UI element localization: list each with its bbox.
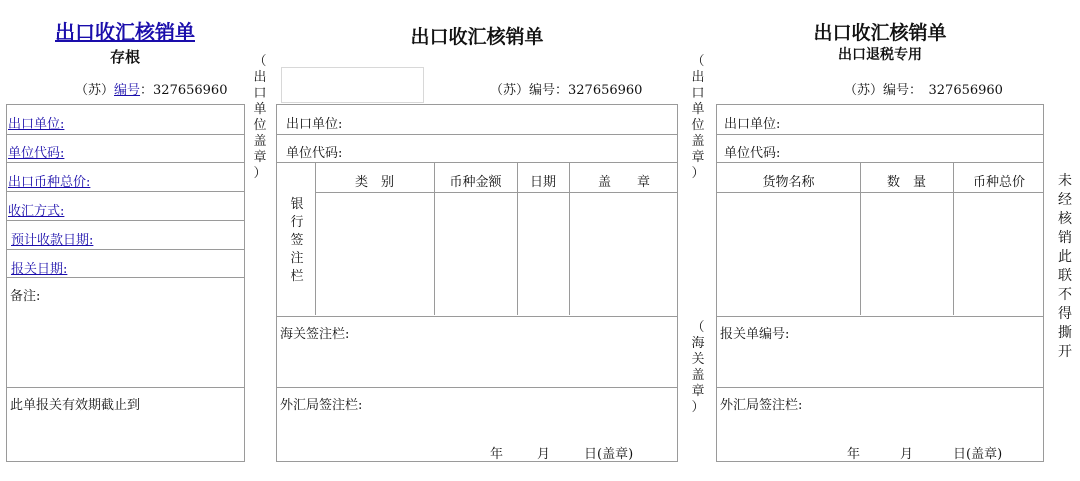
right-year: 年 bbox=[847, 447, 861, 462]
middle-serial: （苏）编号：327656960 bbox=[490, 83, 643, 98]
exporter-seal-vertical-1: （ 出 口 单 位 盖 章 ） bbox=[253, 54, 267, 181]
stub-serial-prefix: （苏） bbox=[75, 83, 115, 98]
right-subtitle: 出口退税专用 bbox=[838, 47, 922, 63]
stub-exporter-link[interactable]: 出口单位: bbox=[8, 117, 65, 132]
right-table bbox=[716, 104, 1044, 462]
stub-subtitle: 存根 bbox=[109, 48, 140, 66]
customs-remarks-label: 海关签注栏: bbox=[280, 327, 350, 342]
stub-table bbox=[6, 104, 245, 462]
stub-validity-label: 此单报关有效期截止到 bbox=[10, 398, 141, 413]
stub-serial-link[interactable]: 编号 bbox=[114, 83, 141, 98]
middle-exporter-label: 出口单位: bbox=[286, 117, 343, 132]
stub-serial-value: ：327656960 bbox=[140, 83, 228, 98]
col-quantity: 数 量 bbox=[886, 175, 926, 190]
right-serial: （苏）编号： 327656960 bbox=[844, 83, 1003, 98]
col-seal: 盖 章 bbox=[597, 175, 650, 190]
stub-total-link[interactable]: 出口币种总价: bbox=[8, 175, 91, 190]
stub-remarks-label: 备注: bbox=[10, 289, 41, 304]
exporter-seal-vertical-2: （ 出 口 单 位 盖 章 ） bbox=[691, 54, 705, 181]
right-code-label: 单位代码: bbox=[724, 146, 781, 161]
customs-seal-vertical: （ 海 关 盖 章 ） bbox=[691, 320, 705, 415]
stub-expected-date-link[interactable]: 预计收款日期: bbox=[11, 233, 94, 248]
middle-title: 出口收汇核销单 bbox=[410, 26, 544, 48]
stub-serial bbox=[75, 79, 227, 98]
right-title: 出口收汇核销单 bbox=[813, 22, 947, 44]
bank-remarks-label: 银 行 签 注 栏 bbox=[290, 197, 304, 284]
stub-code-link[interactable]: 单位代码: bbox=[8, 146, 65, 161]
col-date: 日期 bbox=[529, 175, 556, 190]
col-currency-total: 币种总价 bbox=[972, 175, 1025, 190]
col-category: 类 别 bbox=[354, 175, 394, 190]
right-exporter-label: 出口单位: bbox=[724, 117, 781, 132]
middle-table bbox=[276, 104, 678, 462]
middle-year: 年 bbox=[490, 447, 504, 462]
middle-month: 月 bbox=[537, 447, 551, 462]
middle-day-seal: 日(盖章) bbox=[584, 447, 634, 462]
middle-code-label: 单位代码: bbox=[286, 146, 343, 161]
middle-forex-label: 外汇局签注栏: bbox=[280, 398, 363, 413]
right-month: 月 bbox=[900, 447, 914, 462]
right-forex-label: 外汇局签注栏: bbox=[720, 398, 803, 413]
tear-notice: 未 经 核 销 此 联 不 得 撕 开 bbox=[1058, 173, 1072, 360]
col-currency-amount: 币种金额 bbox=[449, 175, 502, 190]
declaration-number-label: 报关单编号: bbox=[720, 327, 790, 342]
stub-method-link[interactable]: 收汇方式: bbox=[8, 204, 65, 219]
col-goods-name: 货物名称 bbox=[762, 175, 815, 190]
middle-blank-box bbox=[281, 67, 424, 103]
stub-title[interactable]: 出口收汇核销单 bbox=[55, 20, 195, 44]
right-day-seal: 日(盖章) bbox=[953, 447, 1003, 462]
stub-customs-date-link[interactable]: 报关日期: bbox=[11, 262, 68, 277]
